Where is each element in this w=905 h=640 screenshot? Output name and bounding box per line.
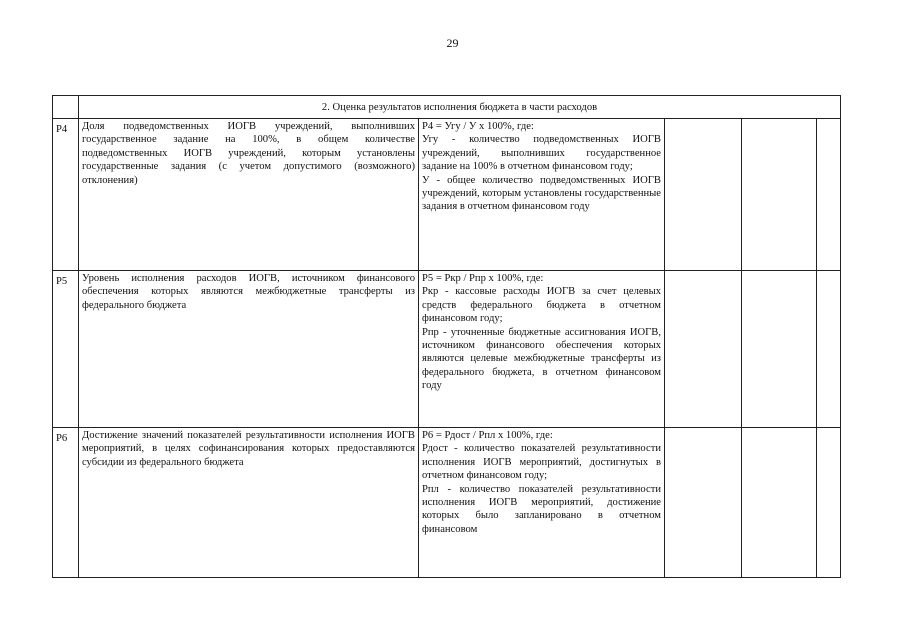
- row-description: Доля подведомственных ИОГВ учреждений, выполнивших государственное задание на 100%, в общем количестве подведомственных ИОГВ учреждений, которым установлены государственные задания (с учетом допустимого (возможного) отклонения): [79, 119, 419, 271]
- row-formula-cell: [419, 119, 665, 271]
- row-formula: Р4 = Угу / У х 100%, где:: [422, 121, 534, 132]
- row-empty-cell: [817, 119, 841, 271]
- row-empty-cell: [742, 428, 817, 578]
- page-number: 29: [446, 36, 459, 50]
- row-explanation: Угу - количество подведомственных ИОГВ учреждений, выполнивших государственное задание на 100% в отчетном финансовом году;: [422, 134, 661, 173]
- row-empty-cell: [817, 271, 841, 428]
- row-empty-cell: [817, 428, 841, 578]
- row-formula-cell: [419, 428, 665, 578]
- row-empty-cell: [742, 271, 817, 428]
- row-empty-cell: [742, 119, 817, 271]
- evaluation-table: [52, 95, 841, 578]
- table-row: [53, 271, 841, 428]
- row-explanation: Рпр - уточненные бюджетные ассигнования ИОГВ, источником финансового обеспечения которых являются целевые межбюджетные трансферты из федерального бюджета, в отчетном финансовом году: [422, 326, 661, 392]
- row-formula-cell: [419, 271, 665, 428]
- row-explanation: Рдост - количество показателей результативности исполнения ИОГВ мероприятий, достигнутых в отчетном финансовом году;: [422, 443, 661, 482]
- row-code: Р4: [53, 119, 79, 271]
- row-empty-cell: [665, 119, 742, 271]
- table-row: [53, 428, 841, 578]
- row-explanation: Рпл - количество показателей результативности исполнения ИОГВ мероприятий, достижение которых было запланировано в отчетном финансовом: [422, 483, 661, 535]
- section-title: 2. Оценка результатов исполнения бюджета в части расходов: [79, 96, 841, 119]
- row-explanation: Ркр - кассовые расходы ИОГВ за счет целевых средств федерального бюджета в отчетном финансовом году;: [422, 286, 661, 325]
- row-code: Р6: [53, 428, 79, 578]
- row-formula: Р5 = Ркр / Рпр х 100%, где:: [422, 273, 544, 284]
- section-header-row: [53, 96, 841, 119]
- row-formula: Р6 = Рдост / Рпл х 100%, где:: [422, 430, 553, 441]
- row-explanation: У - общее количество подведомственных ИОГВ учреждений, которым установлены государственные задания в отчетном финансовом году: [422, 174, 661, 213]
- row-description: Уровень исполнения расходов ИОГВ, источником финансового обеспечения которых являются межбюджетные трансферты из федерального бюджета: [79, 271, 419, 428]
- row-description: Достижение значений показателей результативности исполнения ИОГВ мероприятий, в целях софинансирования которых предоставляются субсидии из федерального бюджета: [79, 428, 419, 578]
- table-row: [53, 119, 841, 271]
- section-empty-cell: [53, 96, 79, 119]
- row-code: Р5: [53, 271, 79, 428]
- row-empty-cell: [665, 428, 742, 578]
- row-empty-cell: [665, 271, 742, 428]
